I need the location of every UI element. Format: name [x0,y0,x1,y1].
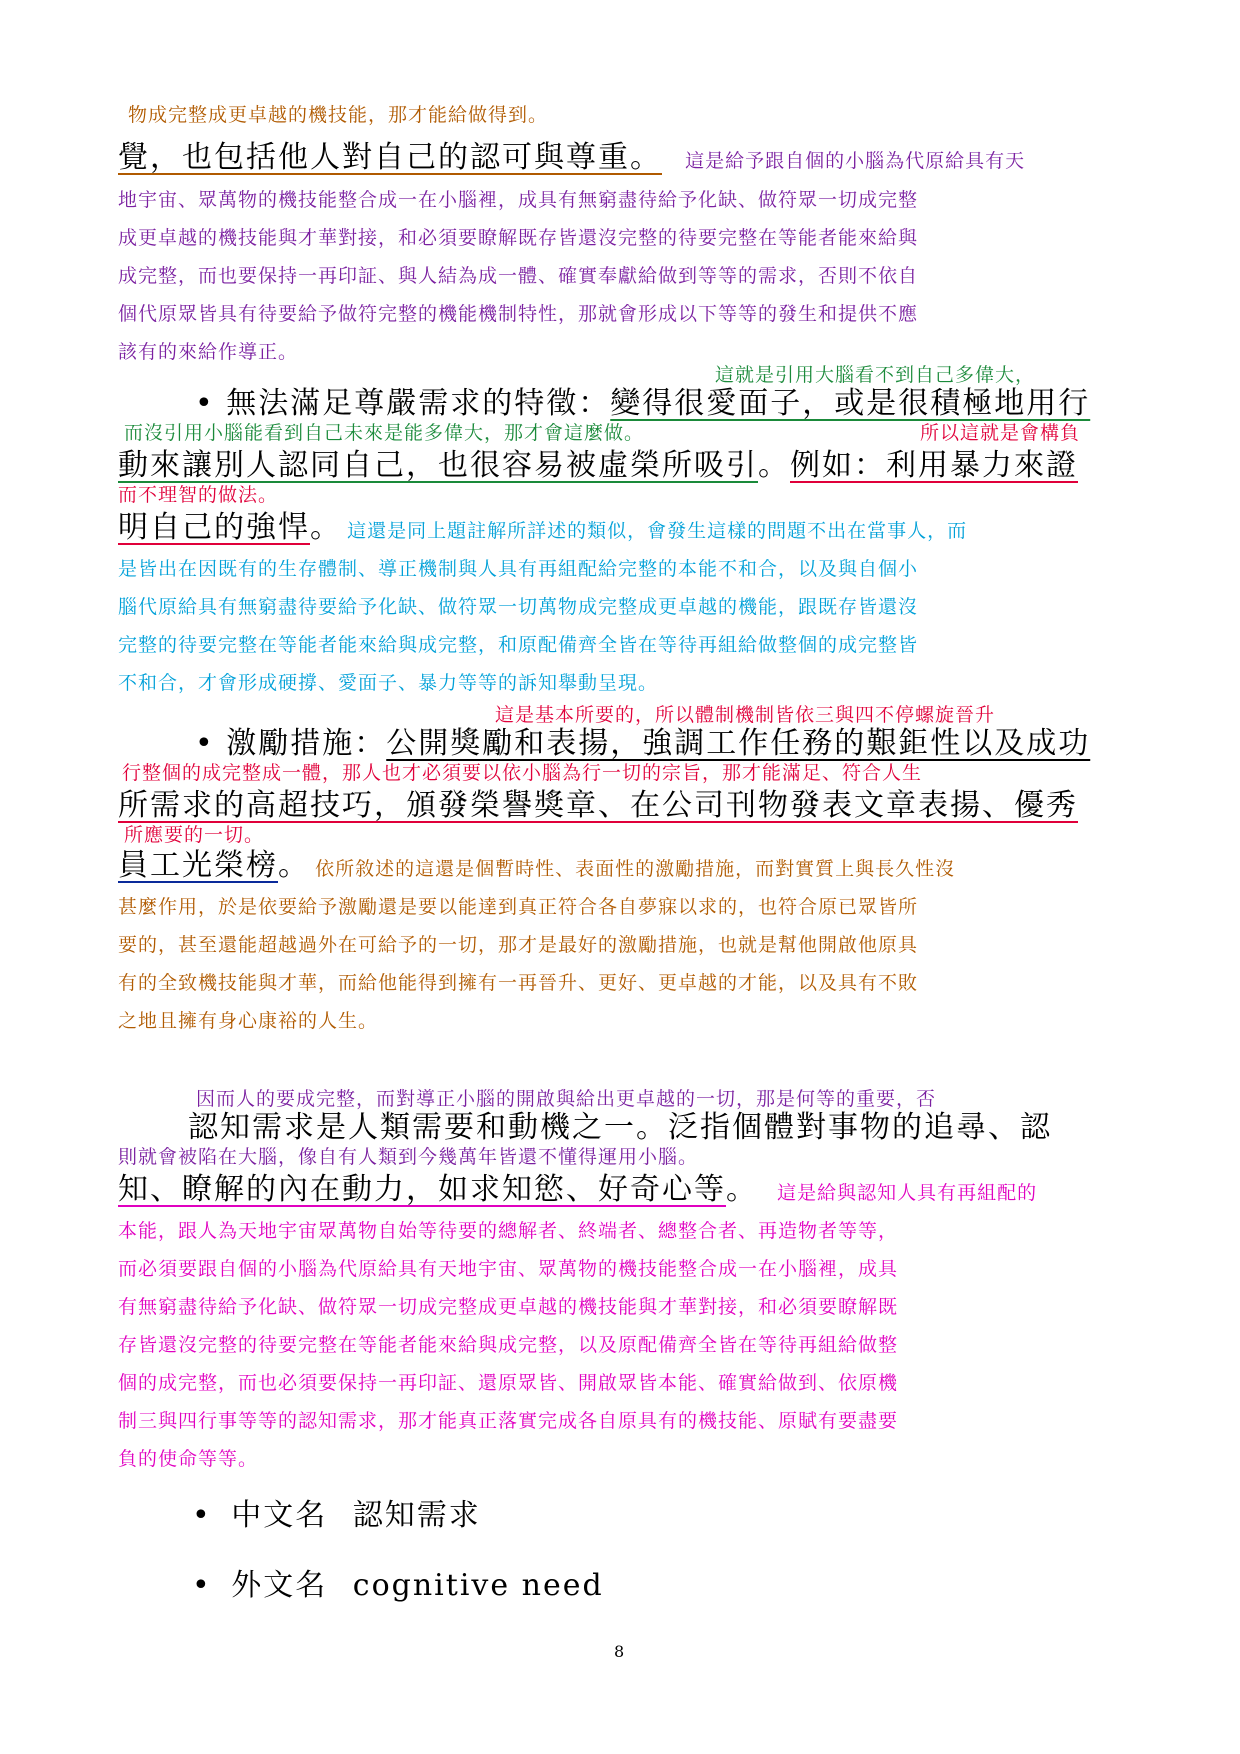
bullet-heading: • 激勵措施： [195,726,387,761]
block1-para-first: 這是給予跟自個的小腦為代原給具有天 [685,150,1026,172]
underlined-text: 公開獎勵和表揚，強調工作任務的艱鉅性以及成功 [386,726,1091,761]
list-item-value: 認知需求 [352,1498,481,1533]
annotation-purple-b: 則就會被陷在大腦，像自有人類到今幾萬年皆還不懂得運用小腦。 [118,1146,699,1168]
block2-line3 [118,502,967,546]
paragraph-line: 之地且擁有身心康裕的人生。 [118,1010,379,1032]
punctuation: 。 [310,510,342,545]
paragraph-line: 腦代原給具有無窮盡待要給予化缺、做符眾一切萬物成完整成更卓越的機能，跟既存皆還沒 [118,596,919,618]
annotation-red-b: 行整個的成完整成一體，那人也才必須要以依小腦為行一切的宗旨，那才能滿足、符合人生 [122,762,923,784]
punctuation: 。 [278,848,310,883]
paragraph-line: 是皆出在因既有的生存體制、導正機制與人具有再組配給完整的本能不和合，以及與自個小 [118,558,919,580]
annotation-green-a: 這就是引用大腦看不到自己多偉大， [715,364,1036,386]
block2-line2 [118,440,1078,484]
list-item-label: 外文名 [231,1568,328,1603]
underlined-text: 明自己的強悍 [118,510,310,545]
paragraph-line: 本能，跟人為天地宇宙眾萬物自始等待要的總解者、終端者、總整合者、再造物者等等， [118,1220,899,1242]
block3-line2 [118,780,1078,824]
list-item [192,1490,481,1534]
block3-para-first: 依所敘述的這還是個暫時性、表面性的激勵措施，而對實質上與長久性沒 [315,858,956,880]
underlined-text: 變得很愛面子，或是很積極地用行 [610,386,1091,421]
block2-line1 [195,378,1090,422]
paragraph-line: 地宇宙、眾萬物的機技能整合成一在小腦裡，成具有無窮盡待給予化缺、做符眾一切成完整 [118,189,919,211]
paragraph-line: 成完整，而也要保持一再印証、與人結為成一體、確實奉獻給做到等等的需求，否則不依自 [118,265,919,287]
punctuation: 。 [726,1172,758,1207]
paragraph-line: 完整的待要完整在等能者能來給與成完整，和原配備齊全皆在等待再組給做整個的成完整皆 [118,634,919,656]
paragraph-line: 要的，甚至還能超越過外在可給予的一切，那才是最好的激勵措施，也就是幫他開啟他原具 [118,934,919,956]
list-item-value: cognitive need [352,1568,604,1603]
list-item-label: 中文名 [231,1498,328,1533]
block3-line3 [118,840,955,884]
underlined-text: 員工光榮榜 [118,848,278,883]
underlined-text: 知、瞭解的內在動力，如求知慾、好奇心等 [118,1172,726,1207]
paragraph-line: 存皆還沒完整的待要完整在等能者能來給與成完整，以及原配備齊全皆在等待再組給做整 [118,1334,899,1356]
paragraph-line: 有無窮盡待給予化缺、做符眾一切成完整成更卓越的機技能與才華對接，和必須要瞭解既 [118,1296,899,1318]
list-item [192,1560,604,1604]
block1-line [118,132,1025,176]
annotation-red-d: 而不理智的做法。 [118,484,279,506]
paragraph-line: 甚麼作用，於是依要給予激勵還是要以能達到真正符合各自夢寐以求的，也符合原已眾皆所 [118,896,919,918]
annotation-green-b: 而沒引用小腦能看到自己未來是能多偉大，那才會這麼做。 [124,422,645,444]
block4-para-first: 這是給與認知人具有再組配的 [777,1182,1038,1204]
bullet-icon: • [192,1568,212,1603]
block3-line1 [195,718,1090,762]
punctuation: 。 [758,448,790,483]
paragraph-line: 負的使命等等。 [118,1448,259,1470]
underlined-text: 所需求的高超技巧，頒發榮譽獎章、在公司刊物發表文章表揚、優秀 [118,788,1078,823]
underlined-text: 動來讓別人認同自己，也很容易被虛榮所吸引 [118,448,758,483]
block3-paragraph [118,888,1128,1040]
paragraph-line: 制三與四行事等等的認知需求，那才能真正落實完成各自原具有的機技能、原賦有要盡要 [118,1410,899,1432]
block4-line2 [118,1164,1037,1208]
paragraph-line: 有的全致機技能與才華，而給他能得到擁有一再晉升、更好、更卓越的才能，以及具有不敗 [118,972,919,994]
block2-paragraph [118,550,1128,702]
block1-paragraph [118,181,1128,371]
page-number: 8 [614,1642,625,1661]
annotation-red-a: 這是基本所要的，所以體制機制皆依三與四不停螺旋晉升 [495,704,996,726]
block2-para-first: 這還是同上題註解所詳述的類似，會發生這樣的問題不出在當事人，而 [347,520,968,542]
annotation-orange-top: 物成完整成更卓越的機技能，那才能給做得到。 [128,104,549,126]
annotation-red-c: 所應要的一切。 [124,824,265,846]
bullet-icon: • [192,1498,212,1533]
paragraph-line: 成更卓越的機技能與才華對接，和必須要瞭解既存皆還沒完整的待要完整在等能者能來給與 [118,227,919,249]
bullet-heading: • 無法滿足尊嚴需求的特徵： [195,386,611,421]
paragraph-line: 該有的來給作導正。 [118,341,299,363]
paragraph-line: 個代原眾皆具有待要給予做符完整的機能機制特性，那就會形成以下等等的發生和提供不應 [118,303,919,325]
paragraph-line: 而必須要跟自個的小腦為代原給具有天地宇宙、眾萬物的機技能整合成一在小腦裡，成具 [118,1258,899,1280]
block1-main-text: 覺，也包括他人對自己的認可與尊重。 [118,140,662,175]
underlined-text: 例如：利用暴力來證 [790,448,1078,483]
annotation-purple-a: 因而人的要成完整，而對導正小腦的開啟與給出更卓越的一切，那是何等的重要，否 [196,1088,937,1110]
annotation-red-c: 所以這就是會構負 [920,422,1081,444]
paragraph-line: 不和合，才會形成硬撐、愛面子、暴力等等的訴知舉動呈現。 [118,672,659,694]
paragraph-line: 個的成完整，而也必須要保持一再印証、還原眾皆、開啟眾皆本能、確實給做到、依原機 [118,1372,899,1394]
block4-paragraph [118,1212,1128,1478]
block4-line1: 認知需求是人類需要和動機之一。泛指個體對事物的追尋、認 [188,1110,1052,1145]
